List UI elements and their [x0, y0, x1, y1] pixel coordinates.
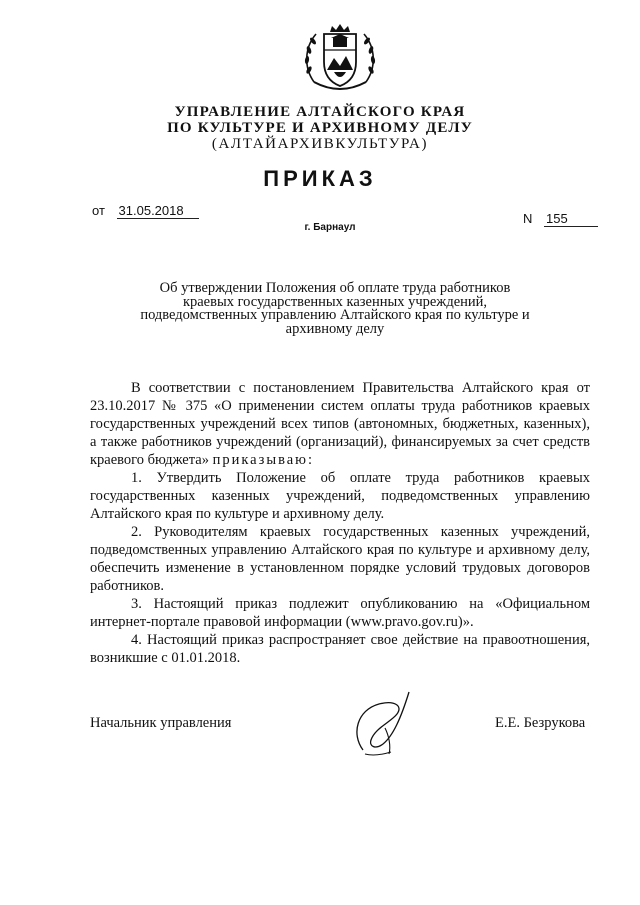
signatory-position: Начальник управления	[90, 715, 232, 731]
order-date	[92, 203, 199, 219]
intro-text: В соответствии с постановлением Правительства Алтайского края от 23.10.2017 № 375 «О применении систем оплаты труда работников краевых государственных учреждений всех типов (автономных, бюджетных, казенных), а также работников учреждений (организаций), финансируемых за счет средств краевого бюджета»	[90, 380, 590, 468]
number-prefix: N	[523, 211, 533, 226]
coat-of-arms-icon	[300, 20, 380, 100]
intro-paragraph	[90, 379, 590, 469]
subject-line: архивному делу	[285, 320, 385, 337]
city: г. Барнаул	[304, 222, 356, 233]
order-subject	[120, 282, 550, 336]
order-item: 3. Настоящий приказ подлежит опубликованию на «Официальном интернет-портале правовой информации (www.pravo.gov.ru)».	[90, 596, 590, 630]
number-value: 155	[544, 211, 598, 227]
document-title: ПРИКАЗ	[263, 166, 377, 191]
subject-line: краевых государственных казенных учреждений,	[182, 293, 488, 310]
subject-line: подведомственных управлению Алтайского края по культуре и	[140, 307, 530, 323]
order-item: 4. Настоящий приказ распространяет свое действие на правоотношения, возникшие с 01.01.2018.	[90, 632, 590, 666]
org-abbreviation: (АЛТАЙАРХИВКУЛЬТУРА)	[211, 136, 429, 152]
signatory-name: Е.Е. Безрукова	[495, 715, 586, 731]
date-value: 31.05.2018	[117, 203, 199, 219]
subject-line: Об утверждении Положения об оплате труда работников	[159, 280, 511, 296]
org-name-line1: УПРАВЛЕНИЕ АЛТАЙСКОГО КРАЯ	[174, 104, 466, 120]
order-item: 2. Руководителям краевых государственных казенных учреждений, подведомственных управлению Алтайского края по культуре и архивному делу, обеспечить изменение в установленном порядке условий трудовых договоров работников.	[90, 524, 590, 594]
date-prefix: от	[92, 203, 105, 218]
orders-word: приказываю:	[212, 452, 315, 468]
order-item: 1. Утвердить Положение об оплате труда работников краевых государственных казенных учреждений, подведомственных управлению Алтайского края по культуре и архивному делу.	[90, 470, 590, 522]
handwritten-signature	[345, 688, 425, 758]
order-body	[90, 379, 590, 667]
org-name-line2: ПО КУЛЬТУРЕ И АРХИВНОМУ ДЕЛУ	[167, 120, 473, 136]
